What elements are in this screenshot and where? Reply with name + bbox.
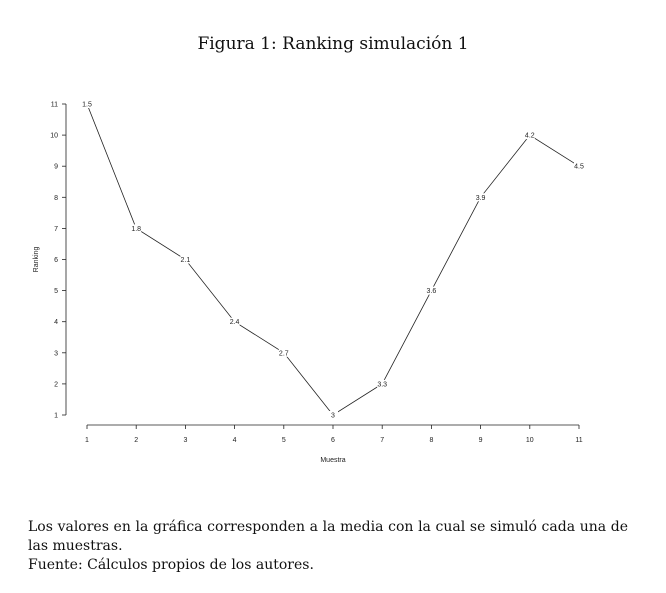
x-tick-label: 1: [85, 437, 89, 444]
y-tick-label: 4: [54, 319, 58, 327]
y-tick-label: 11: [50, 101, 58, 109]
y-tick-label: 3: [54, 350, 58, 358]
point-label: 1.5: [82, 101, 92, 109]
x-tick-label: 3: [183, 437, 188, 444]
y-tick-label: 10: [50, 132, 58, 140]
y-tick-label: 7: [54, 225, 58, 233]
point-labels: [82, 100, 584, 420]
x-tick-label: 2: [134, 437, 139, 444]
caption-source: Fuente: Cálculos propios de los autores.: [28, 557, 314, 573]
x-tick-label: 9: [478, 437, 483, 444]
figure-caption: [28, 518, 628, 575]
point-label: 4.2: [524, 132, 535, 140]
y-axis-label: Ranking: [33, 246, 40, 273]
x-axis: [85, 425, 583, 444]
x-tick-label: 7: [380, 437, 385, 444]
y-tick-label: 6: [54, 257, 58, 264]
y-axis: [50, 102, 66, 420]
y-tick-label: 9: [54, 163, 58, 171]
x-tick-label: 6: [331, 437, 335, 444]
point-label: 3.3: [377, 381, 388, 389]
point-label: 2.1: [180, 257, 191, 264]
x-tick-label: 10: [525, 437, 534, 444]
caption-note: Los valores en la gráfica corresponden a la media con la cual se simuló cada una de las muestras.: [28, 519, 628, 554]
y-tick-label: 2: [54, 381, 58, 389]
point-label: 2.7: [278, 350, 289, 358]
series-line: [87, 104, 579, 415]
x-tick-label: 4: [232, 437, 237, 444]
y-tick-label: 5: [54, 288, 58, 296]
point-label: 3.9: [475, 194, 486, 202]
y-tick-label: 1: [54, 412, 58, 420]
x-axis-label: Muestra: [320, 457, 346, 464]
figure-title: Figura 1: Ranking simulación 1: [197, 34, 469, 54]
x-tick-label: 5: [281, 437, 286, 444]
point-label: 2.4: [229, 319, 240, 327]
point-label: 1.8: [131, 225, 142, 233]
y-tick-label: 8: [54, 194, 58, 202]
x-tick-label: 8: [429, 437, 434, 444]
point-label: 3.6: [426, 288, 437, 296]
point-label: 4.5: [574, 163, 584, 171]
x-tick-label: 11: [575, 437, 583, 444]
point-label: 3: [331, 412, 335, 420]
